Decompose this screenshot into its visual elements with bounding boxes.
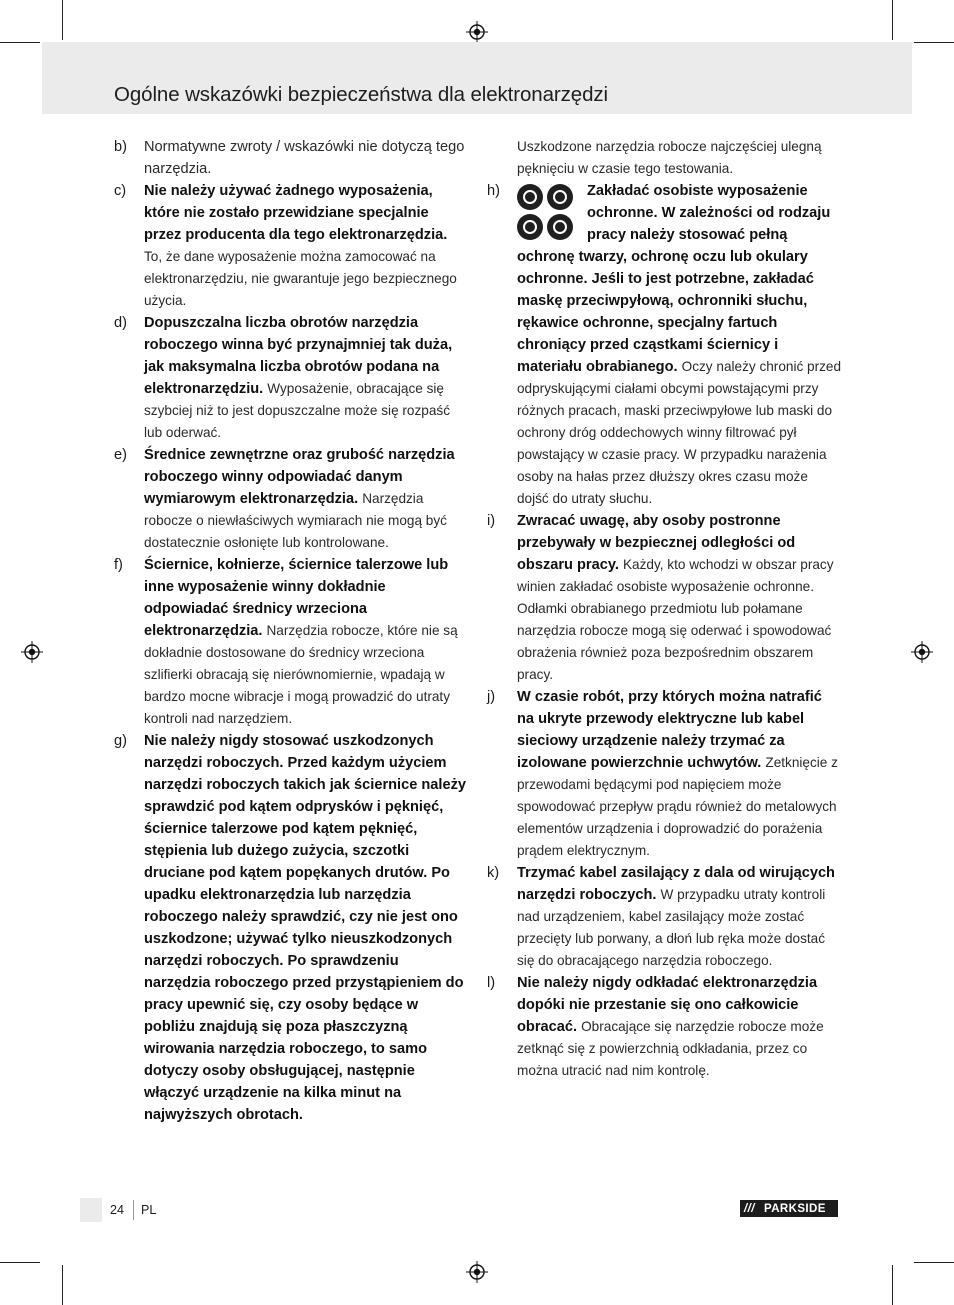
item-label: i) <box>487 513 496 529</box>
page-language: PL <box>141 1203 157 1217</box>
item-text: Wyposażenie, obracające się szybciej niż to jest dopuszczalne może się rozpaść lub oderwać. <box>144 381 450 440</box>
list-item <box>114 312 469 444</box>
item-label: h) <box>487 183 500 199</box>
list-item <box>487 180 842 510</box>
crop-mark <box>892 0 893 40</box>
item-text: To, że dane wyposażenie można zamocować na elektronarzędziu, nie gwarantuje jego bezpiecznego użycia. <box>144 249 457 308</box>
list-item <box>487 686 842 862</box>
item-text: Narzędzia robocze, które nie są dokładnie dostosowane do średnicy wrzeciona szlifierki obracają się nierównomiernie, wpadają w bardzo mocne wibracje i mogą prowadzić do utraty kontroli nad narzędziem. <box>144 623 458 726</box>
item-label: g) <box>114 733 127 749</box>
crop-mark <box>62 1265 63 1305</box>
brand-stripes: /// <box>744 1202 755 1215</box>
ear-protection-icon <box>517 214 543 240</box>
item-text: Oczy należy chronić przed odpryskującymi ciałami obcymi powstającymi przy różnych pracach, maski przeciwpyłowe lub maski do ochrony dróg oddechowych winny filtrować pył powstający w czasie pracy. W przypadku narażenia osoby na hałas przez dłuższy okres czasu może dojść do utraty słuchu. <box>517 359 842 506</box>
registration-mark-icon <box>466 1261 488 1283</box>
crop-mark <box>892 1265 893 1305</box>
item-bold-text: Nie należy używać żadnego wyposażenia, które nie zostało przewidziane specjalnie przez producenta dla tego elektronarzędzia. <box>144 183 448 243</box>
item-bold-text: Nie należy nigdy odkładać elektronarzędzia dopóki nie przestanie się ono całkowicie obracać. <box>517 975 818 1035</box>
item-label: c) <box>114 183 127 199</box>
item-label: b) <box>114 139 127 155</box>
list-item <box>487 862 842 972</box>
page-title: Ogólne wskazówki bezpieczeństwa dla elektronarzędzi <box>114 83 608 106</box>
item-label: k) <box>487 865 500 881</box>
list-item <box>487 510 842 686</box>
crop-mark <box>0 1262 40 1263</box>
continuation-text: Uszkodzone narzędzia robocze najczęściej ulegną pęknięciu w czasie tego testowania. <box>517 139 822 176</box>
list-item <box>487 972 842 1082</box>
item-bold-text: Średnice zewnętrzne oraz grubość narzędzia roboczego winny odpowiadać danym wymiarowym elektronarzędzia. <box>144 447 455 507</box>
list-item <box>114 136 469 180</box>
list-item <box>114 180 469 312</box>
item-text: Narzędzia robocze o niewłaściwych wymiarach nie mogą być dostatecznie osłonięte lub kontrolowane. <box>144 491 447 550</box>
item-bold-text: Dopuszczalna liczba obrotów narzędzia roboczego winna być przynajmniej tak duża, jak maksymalna liczba obrotów podana na elektronarzędziu. <box>144 315 453 397</box>
list-item <box>114 444 469 554</box>
ppe-icons <box>517 184 577 242</box>
crop-mark <box>914 1262 954 1263</box>
face-shield-icon <box>517 184 543 210</box>
item-bold-text: Trzymać kabel zasilający z dala od wirujących narzędzi roboczych. <box>517 865 835 903</box>
right-column <box>487 136 842 1082</box>
item-label: l) <box>487 975 496 991</box>
footer-divider <box>133 1200 134 1220</box>
page-header <box>42 42 912 114</box>
dust-mask-icon <box>547 184 573 210</box>
item-bold-text: W czasie robót, przy których można natrafić na ukryte przewody elektryczne lub kabel sieciowy urządzenie należy trzymać za izolowane powierzchnie uchwytów. <box>517 689 822 771</box>
item-text: Każdy, kto wchodzi w obszar pracy winien zakładać osobiste wyposażenie ochronne. Odłamki obrabianego przedmiotu lub połamane narzędzia robocze mogą się oderwać i spowodować obrażenia również poza bezpośrednim obszarem pracy. <box>517 557 834 682</box>
item-label: e) <box>114 447 127 463</box>
item-text: Normatywne zwroty / wskazówki nie dotyczą tego narzędzia. <box>144 139 465 177</box>
crop-mark <box>62 0 63 40</box>
item-label: d) <box>114 315 127 331</box>
item-text: Obracające się narzędzie robocze może zetknąć się z powierzchnią odkładania, przez co można utracić nad nim kontrolę. <box>517 1019 824 1078</box>
brand-logo <box>740 1200 838 1217</box>
item-bold-text: Zakładać osobiste wyposażenie ochronne. W zależności od rodzaju pracy należy stosować pełną ochronę twarzy, ochronę oczu lub okulary ochronne. Jeśli to jest potrzebne, zakładać maskę przeciwpyłową, ochronniki słuchu, rękawice ochronne, specjalny fartuch chroniący przed cząstkami ściernicy i materiału obrabianego. <box>517 183 831 375</box>
registration-mark-icon <box>21 641 43 663</box>
list-item <box>114 554 469 730</box>
footer-marker <box>80 1198 102 1222</box>
list-item <box>114 730 469 1126</box>
item-label: j) <box>487 689 496 705</box>
item-text: Zetknięcie z przewodami będącymi pod napięciem może spowodować przepływ prądu również do metalowych elementów urządzenia i doprowadzić do porażenia prądem elektrycznym. <box>517 755 838 858</box>
gloves-icon <box>547 214 573 240</box>
item-bold-text: Zwracać uwagę, aby osoby postronne przebywały w bezpiecznej odległości od obszaru pracy. <box>517 513 796 573</box>
item-text: W przypadku utraty kontroli nad urządzeniem, kabel zasilający może zostać przecięty lub porwany, a dłoń lub ręka może dostać się do obracającego narzędzia roboczego. <box>517 887 826 968</box>
registration-mark-icon <box>911 641 933 663</box>
left-column <box>114 136 469 1126</box>
item-bold-text: Nie należy nigdy stosować uszkodzonych narzędzi roboczych. Przed każdym użyciem narzędzi roboczych takich jak ściernice należy sprawdzić pod kątem odprysków i pęknięć, ściernice talerzowe pod kątem pęknięć, stępienia lub dużego zużycia, szczotki druciane pod kątem popękanych drutów. Po upadku elektronarzędzia lub narzędzia roboczego należy sprawdzić, czy nie jest ono uszkodzone; używać tylko nieuszkodzonych narzędzi roboczych. Po sprawdzeniu narzędzia roboczego przed przystąpieniem do pracy upewnić się, czy osoby będące w pobliżu znajdują się poza płaszczyzną wirowania narzędzia roboczego, to samo dotyczy osoby obsługującej, następnie włączyć urządzenie na kilka minut na najwyższych obrotach. <box>144 733 467 1123</box>
brand-name: PARKSIDE <box>764 1202 826 1215</box>
item-label: f) <box>114 557 123 573</box>
crop-mark <box>914 42 954 43</box>
page-number: 24 <box>110 1203 124 1217</box>
registration-mark-icon <box>466 21 488 43</box>
item-bold-text: Ściernice, kołnierze, ściernice talerzowe lub inne wyposażenie winny dokładnie odpowiadać średnicy wrzeciona elektronarzędzia. <box>144 557 449 639</box>
crop-mark <box>0 42 40 43</box>
